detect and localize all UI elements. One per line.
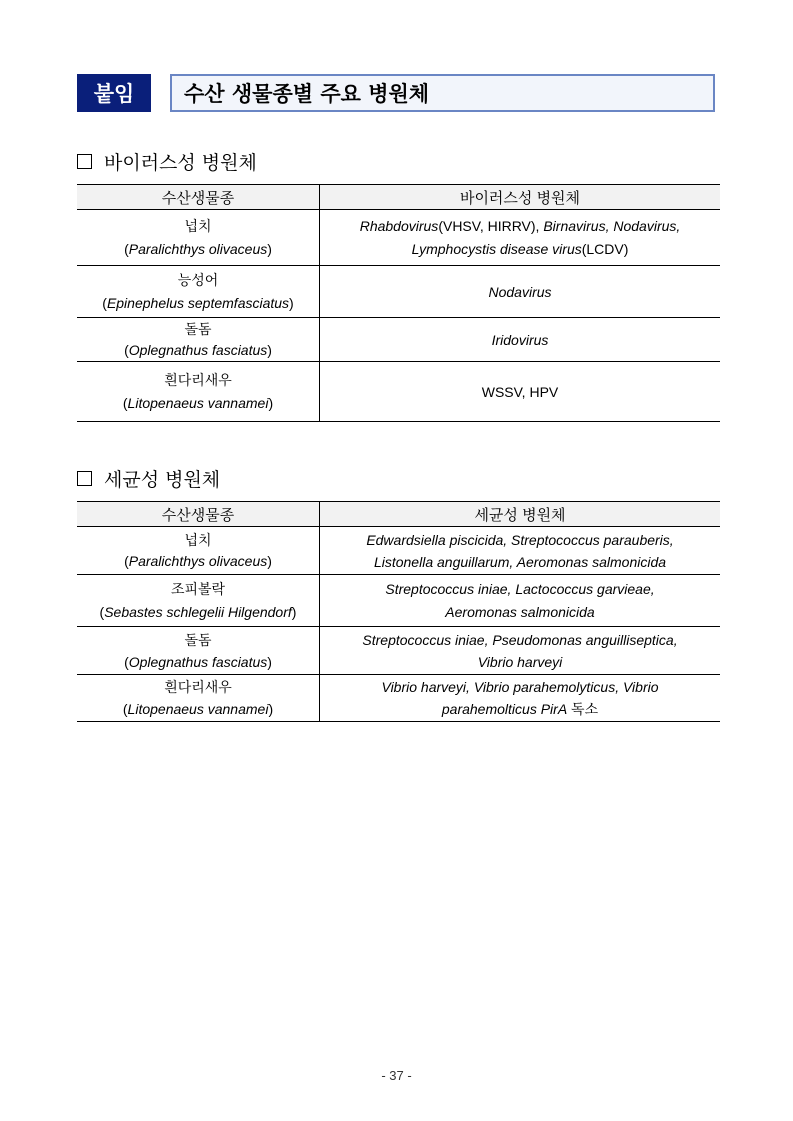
pathogen-cell <box>320 362 721 422</box>
pathogen-line: Edwardsiella piscicida, Streptococcus parauberis, <box>366 531 674 548</box>
species-scientific-name: (Litopenaeus vannamei) <box>122 394 274 411</box>
bacteria-section-title: 세균성 병원체 <box>104 469 221 491</box>
pathogen-cell <box>320 527 721 575</box>
species-korean-name: 돌돔 <box>184 320 212 337</box>
species-korean-name: 돌돔 <box>184 631 212 648</box>
virus-pathogen-table <box>77 184 720 422</box>
pathogen-cell <box>320 266 721 318</box>
pathogen-line: Streptococcus iniae, Lactococcus garvieae, <box>385 580 655 597</box>
table-row <box>77 627 720 675</box>
species-scientific-name: (Litopenaeus vannamei) <box>122 701 274 717</box>
pathogen-cell: Rhabdovirus(VHSV, HIRRV), Birnavirus, Nodavirus, Lymphocystis disease virus(LCDV) <box>320 210 721 266</box>
pathogen-line: Vibrio harveyi, Vibrio parahemolyticus, Vibrio <box>381 679 659 695</box>
virus-section-title: 바이러스성 병원체 <box>104 152 257 174</box>
checkbox-square-icon <box>77 471 92 486</box>
pathogen-line: parahemolticus PirA 독소 <box>441 701 599 717</box>
species-cell <box>77 362 320 422</box>
table-header-row <box>77 185 720 210</box>
species-cell <box>77 675 320 722</box>
virus-section-heading <box>77 148 257 175</box>
page-title: 수산 생물종별 주요 병원체 <box>170 74 715 112</box>
table-row <box>77 527 720 575</box>
document-header <box>77 74 715 112</box>
species-scientific-name: (Paralichthys olivaceus) <box>124 552 272 569</box>
species-cell <box>77 575 320 627</box>
column-header-pathogen: 바이러스성 병원체 <box>320 185 721 210</box>
checkbox-square-icon <box>77 154 92 169</box>
table-row <box>77 675 720 722</box>
table-header-row <box>77 502 720 527</box>
table-row <box>77 210 720 266</box>
pathogen-name: Iridovirus <box>491 331 549 348</box>
pathogen-name: Rhabdovirus <box>359 217 439 234</box>
pathogen-cell <box>320 318 721 362</box>
pathogen-name: WSSV, HPV <box>481 383 559 400</box>
table-row <box>77 318 720 362</box>
column-header-species: 수산생물종 <box>77 185 320 210</box>
pathogen-name: Lymphocystis disease virus <box>411 240 582 257</box>
table-row <box>77 266 720 318</box>
appendix-badge: 붙임 <box>77 74 151 112</box>
species-scientific-name: (Oplegnathus fasciatus) <box>124 341 272 358</box>
species-korean-name: 흰다리새우 <box>164 679 232 695</box>
table-row <box>77 575 720 627</box>
column-header-species: 수산생물종 <box>77 502 320 527</box>
species-korean-name: 조피볼락 <box>170 580 226 597</box>
pathogen-cell <box>320 627 721 675</box>
species-cell <box>77 210 320 266</box>
species-cell <box>77 318 320 362</box>
table-row <box>77 362 720 422</box>
pathogen-cell <box>320 675 721 722</box>
pathogen-line: Vibrio harveyi <box>477 653 563 670</box>
species-scientific-name: (Paralichthys olivaceus) <box>124 240 272 257</box>
pathogen-line: Aeromonas salmonicida <box>445 603 595 620</box>
species-scientific-name: (Sebastes schlegelii Hilgendorf) <box>99 603 297 620</box>
pathogen-name: Birnavirus, Nodavirus, <box>543 217 681 234</box>
pathogen-name: Nodavirus <box>488 283 552 300</box>
column-header-pathogen: 세균성 병원체 <box>320 502 721 527</box>
species-scientific-name: (Oplegnathus fasciatus) <box>124 653 272 670</box>
page-number: - 37 - <box>381 1068 412 1083</box>
pathogen-line: Listonella anguillarum, Aeromonas salmonicida <box>373 553 667 570</box>
species-cell <box>77 266 320 318</box>
species-cell <box>77 627 320 675</box>
species-korean-name: 흰다리새우 <box>164 371 232 388</box>
bacteria-section-heading <box>77 465 220 492</box>
pathogen-cell <box>320 575 721 627</box>
bacteria-pathogen-table <box>77 501 720 722</box>
species-korean-name: 넙치 <box>184 531 212 548</box>
species-scientific-name: (Epinephelus septemfasciatus) <box>102 294 294 311</box>
pathogen-line: Streptococcus iniae, Pseudomonas anguilliseptica, <box>362 631 678 648</box>
species-korean-name: 능성어 <box>177 271 219 288</box>
species-cell <box>77 527 320 575</box>
species-korean-name: 넙치 <box>184 217 212 234</box>
